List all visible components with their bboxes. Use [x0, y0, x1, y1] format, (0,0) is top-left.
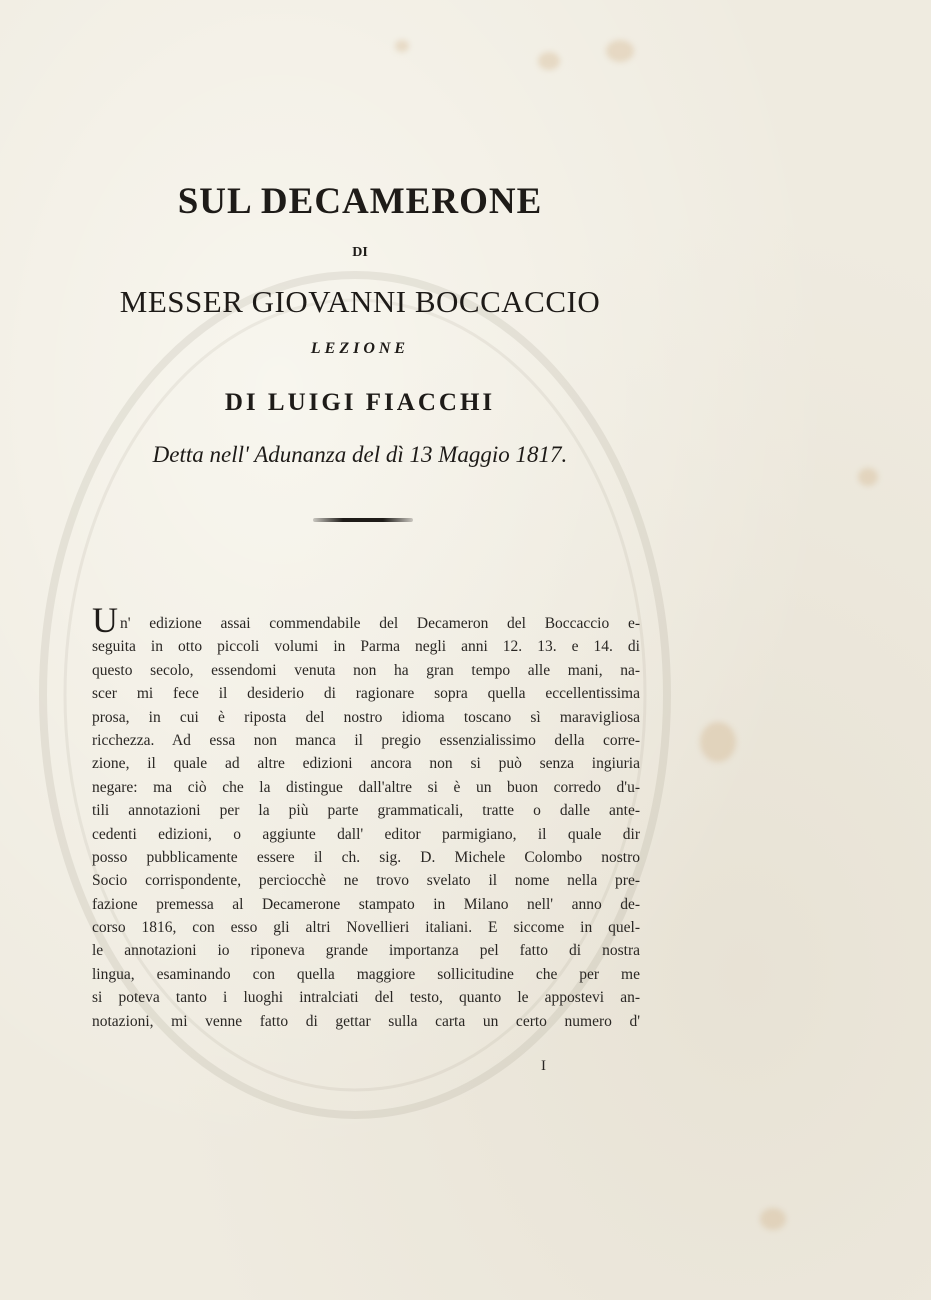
- text-line: prosa, in cui è riposta del nostro idioma toscano sì maravigliosa: [92, 708, 640, 726]
- page-number: I: [541, 1058, 546, 1074]
- text-line: lingua, esaminando con quella maggiore sollicitudine che per me: [92, 965, 640, 983]
- text-line: [92, 600, 640, 641]
- text-line: le annotazioni io riponeva grande importanza pel fatto di nostra: [92, 942, 640, 960]
- paper-stain: [538, 52, 560, 70]
- text-line: cedenti edizioni, o aggiunte dall' editor parmigiano, il quale dir: [92, 825, 640, 843]
- occasion-line: Detta nell' Adunanza del dì 13 Maggio 1817.: [152, 442, 568, 467]
- paper-stain: [858, 468, 878, 486]
- paper-stain: [760, 1208, 786, 1230]
- work-title: SUL DECAMERONE: [177, 181, 543, 222]
- drop-cap: U: [92, 600, 118, 641]
- paper-stain: [700, 722, 736, 762]
- text-line: seguita in otto piccoli volumi in Parma negli anni 12. 13. e 14. di: [92, 638, 640, 656]
- text-line: corso 1816, con esso gli altri Novellieri italiani. E siccome in quel-: [92, 919, 640, 937]
- text-line: notazioni, mi venne fatto di gettar sulla carta un certo numero d': [92, 1012, 640, 1030]
- text-line: si poteva tanto i luoghi intralciati del testo, quanto le appostevi an-: [92, 989, 640, 1007]
- lecturer-name: DI LUIGI FIACCHI: [224, 389, 496, 416]
- text-line: negare: ma ciò che la distingue dall'altre si è un buon corredo d'u-: [92, 778, 640, 796]
- text-line: questo secolo, essendomi venuta non ha gran tempo alle mani, na-: [92, 661, 640, 679]
- text-line: posso pubblicamente essere il ch. sig. D. Michele Colombo nostro: [92, 848, 640, 866]
- paper-stain: [606, 40, 634, 62]
- text-line-content: n' edizione assai commendabile del Decameron del Boccaccio e-: [120, 614, 640, 632]
- subject-author: MESSER GIOVANNI BOCCACCIO: [119, 284, 601, 319]
- text-line: fazione premessa al Decamerone stampato in Milano nell' anno de-: [92, 895, 640, 913]
- title-connector: DI: [352, 245, 368, 260]
- text-line: ricchezza. Ad essa non manca il pregio essenzialissimo della corre-: [92, 731, 640, 749]
- ornamental-rule: [313, 518, 413, 522]
- text-line: Socio corrispondente, perciocchè ne trovo svelato il nome nella pre-: [92, 872, 640, 890]
- genre-label: LEZIONE: [310, 340, 410, 357]
- paper-stain: [395, 40, 409, 52]
- text-line: scer mi fece il desiderio di ragionare sopra quella eccellentissima: [92, 685, 640, 703]
- body-paragraph: [92, 600, 640, 1033]
- text-line: zione, il quale ad altre edizioni ancora non si può senza ingiuria: [92, 755, 640, 773]
- text-line: tili annotazioni per la più parte grammaticali, tratte o dalle ante-: [92, 802, 640, 820]
